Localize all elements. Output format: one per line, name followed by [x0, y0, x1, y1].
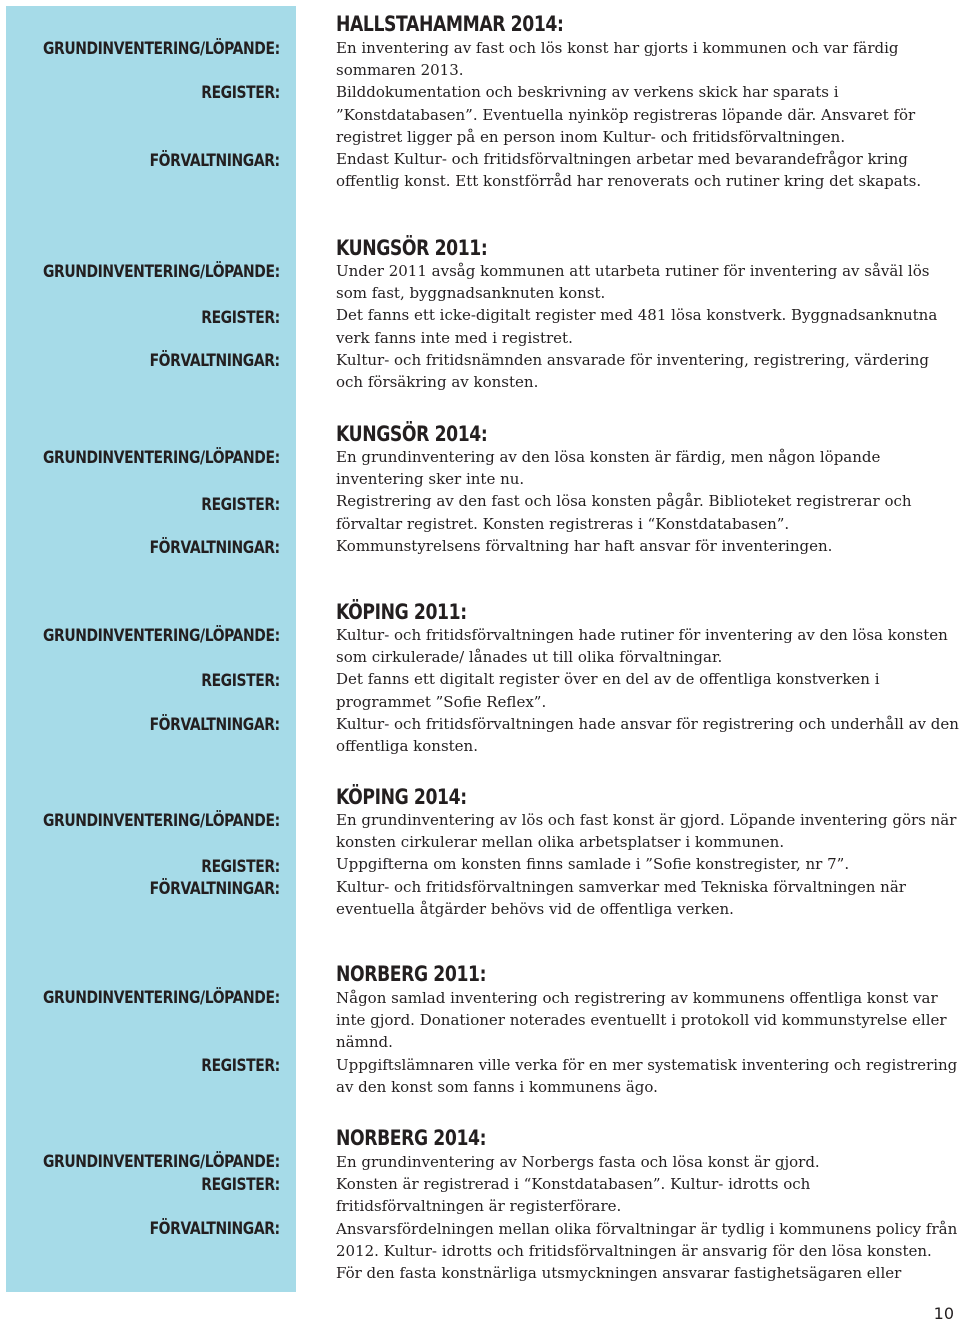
label-register: REGISTER:: [201, 1175, 280, 1195]
section-body: [336, 260, 960, 393]
paragraph: Registrering av den fast och lösa konsten pågår. Biblioteket registrerar och förvaltar registret. Konsten registreras i “Konstdatabasen”.: [336, 492, 912, 533]
label-forvaltningar: FÖRVALTNINGAR:: [149, 538, 280, 558]
paragraph: Uppgiftslämnaren ville verka för en mer systematisk inventering och registrering av den konst som fanns i kommunens ägo.: [336, 1055, 958, 1096]
label-grundinventering: GRUNDINVENTERING/LÖPANDE:: [43, 262, 280, 282]
paragraph: Det fanns ett digitalt register över en del av de offentliga konstverken i programmet ”Sofie Reflex”.: [336, 670, 880, 711]
paragraph: En grundinventering av den lösa konsten är färdig, men någon löpande inventering sker inte nu.: [336, 448, 881, 489]
label-register: REGISTER:: [201, 671, 280, 691]
paragraph: Kommunstyrelsens förvaltning har haft ansvar för inventeringen.: [336, 536, 833, 555]
paragraph: Kultur- och fritidsförvaltningen hade ansvar för registrering och underhåll av den offentliga konsten.: [336, 714, 959, 756]
section-title: KUNGSÖR 2011:: [336, 236, 488, 260]
label-forvaltningar: FÖRVALTNINGAR:: [149, 879, 280, 899]
paragraph: Bilddokumentation och beskrivning av verkens skick har sparats i ”Konstdatabasen”. Eventuella nyinköp registreras löpande där. Ansvaret för registret ligger på en person inom Kultur- och fritidsförvaltningen.: [336, 83, 916, 146]
paragraph: Kultur- och fritidsnämnden ansvarade för inventering, registrering, värdering och försäkring av konsten.: [336, 350, 929, 392]
paragraph: En inventering av fast och lös konst har gjorts i kommunen och var färdig sommaren 2013.: [336, 39, 899, 80]
section-body: [336, 624, 960, 757]
section-body: [336, 809, 960, 920]
paragraph: Uppgifterna om konsten finns samlade i ”Sofie konstregister, nr 7”.: [336, 855, 850, 874]
section-title: KUNGSÖR 2014:: [336, 422, 488, 446]
label-forvaltningar: FÖRVALTNINGAR:: [149, 1219, 280, 1239]
paragraph: Konsten är registrerad i “Konstdatabasen”. Kultur- idrotts och fritidsförvaltningen är registerförare.: [336, 1175, 811, 1216]
section-body: [336, 446, 960, 557]
label-grundinventering: GRUNDINVENTERING/LÖPANDE:: [43, 1152, 280, 1172]
label-forvaltningar: FÖRVALTNINGAR:: [149, 151, 280, 171]
paragraph: Endast Kultur- och fritidsförvaltningen arbetar med bevarandefrågor kring offentlig konst. Ett konstförråd har renoverats och rutiner kring det skapats.: [336, 150, 922, 191]
section-body: [336, 1151, 960, 1284]
label-grundinventering: GRUNDINVENTERING/LÖPANDE:: [43, 39, 280, 59]
label-register: REGISTER:: [201, 1056, 280, 1076]
paragraph: Någon samlad inventering och registrering av kommunens offentliga konst var inte gjord. Donationer noterades eventuellt i protokoll vid kommunstyrelse eller nämnd.: [336, 989, 947, 1052]
paragraph: Kultur- och fritidsförvaltningen samverkar med Tekniska förvaltningen när eventuella åtgärder behövs vid de offentliga verken.: [336, 877, 906, 918]
label-forvaltningar: FÖRVALTNINGAR:: [149, 715, 280, 735]
label-grundinventering: GRUNDINVENTERING/LÖPANDE:: [43, 448, 280, 468]
label-register: REGISTER:: [201, 83, 280, 103]
label-register: REGISTER:: [201, 857, 280, 877]
section-body: [336, 37, 960, 192]
paragraph: Det fanns ett icke-digitalt register med 481 lösa konstverk. Byggnadsanknutna verk fanns inte med i registret.: [336, 306, 938, 347]
section-title: KÖPING 2011:: [336, 600, 467, 624]
label-grundinventering: GRUNDINVENTERING/LÖPANDE:: [43, 811, 280, 831]
paragraph: En grundinventering av Norbergs fasta och lösa konst är gjord.: [336, 1153, 820, 1171]
label-grundinventering: GRUNDINVENTERING/LÖPANDE:: [43, 988, 280, 1008]
label-forvaltningar: FÖRVALTNINGAR:: [149, 351, 280, 371]
label-register: REGISTER:: [201, 308, 280, 328]
sidebar-band: [6, 6, 296, 1292]
paragraph: Under 2011 avsåg kommunen att utarbeta rutiner för inventering av såväl lös som fast, byggnadsanknuten konst.: [336, 262, 930, 303]
section-title: NORBERG 2011:: [336, 962, 487, 986]
paragraph: Kultur- och fritidsförvaltningen hade rutiner för inventering av den lösa konsten som cirkulerade/ lånades ut till olika förvaltningar.: [336, 626, 948, 667]
page-number: 10: [933, 1304, 954, 1323]
label-grundinventering: GRUNDINVENTERING/LÖPANDE:: [43, 626, 280, 646]
paragraph: En grundinventering av lös och fast konst är gjord. Löpande inventering görs när konsten cirkulerar mellan olika arbetsplatser i kommunen.: [336, 811, 957, 852]
section-body: [336, 987, 960, 1098]
paragraph: Ansvarsfördelningen mellan olika förvaltningar är tydlig i kommunens policy från 2012. Kultur- idrotts och fritidsförvaltningen är ansvarig för den lösa konsten. För den fasta konstnärliga utsmyckningen ansvarar fastighetsägaren eller: [336, 1219, 958, 1283]
label-register: REGISTER:: [201, 495, 280, 515]
section-title: HALLSTAHAMMAR 2014:: [336, 12, 564, 36]
section-title: KÖPING 2014:: [336, 785, 467, 809]
section-title: NORBERG 2014:: [336, 1126, 487, 1150]
